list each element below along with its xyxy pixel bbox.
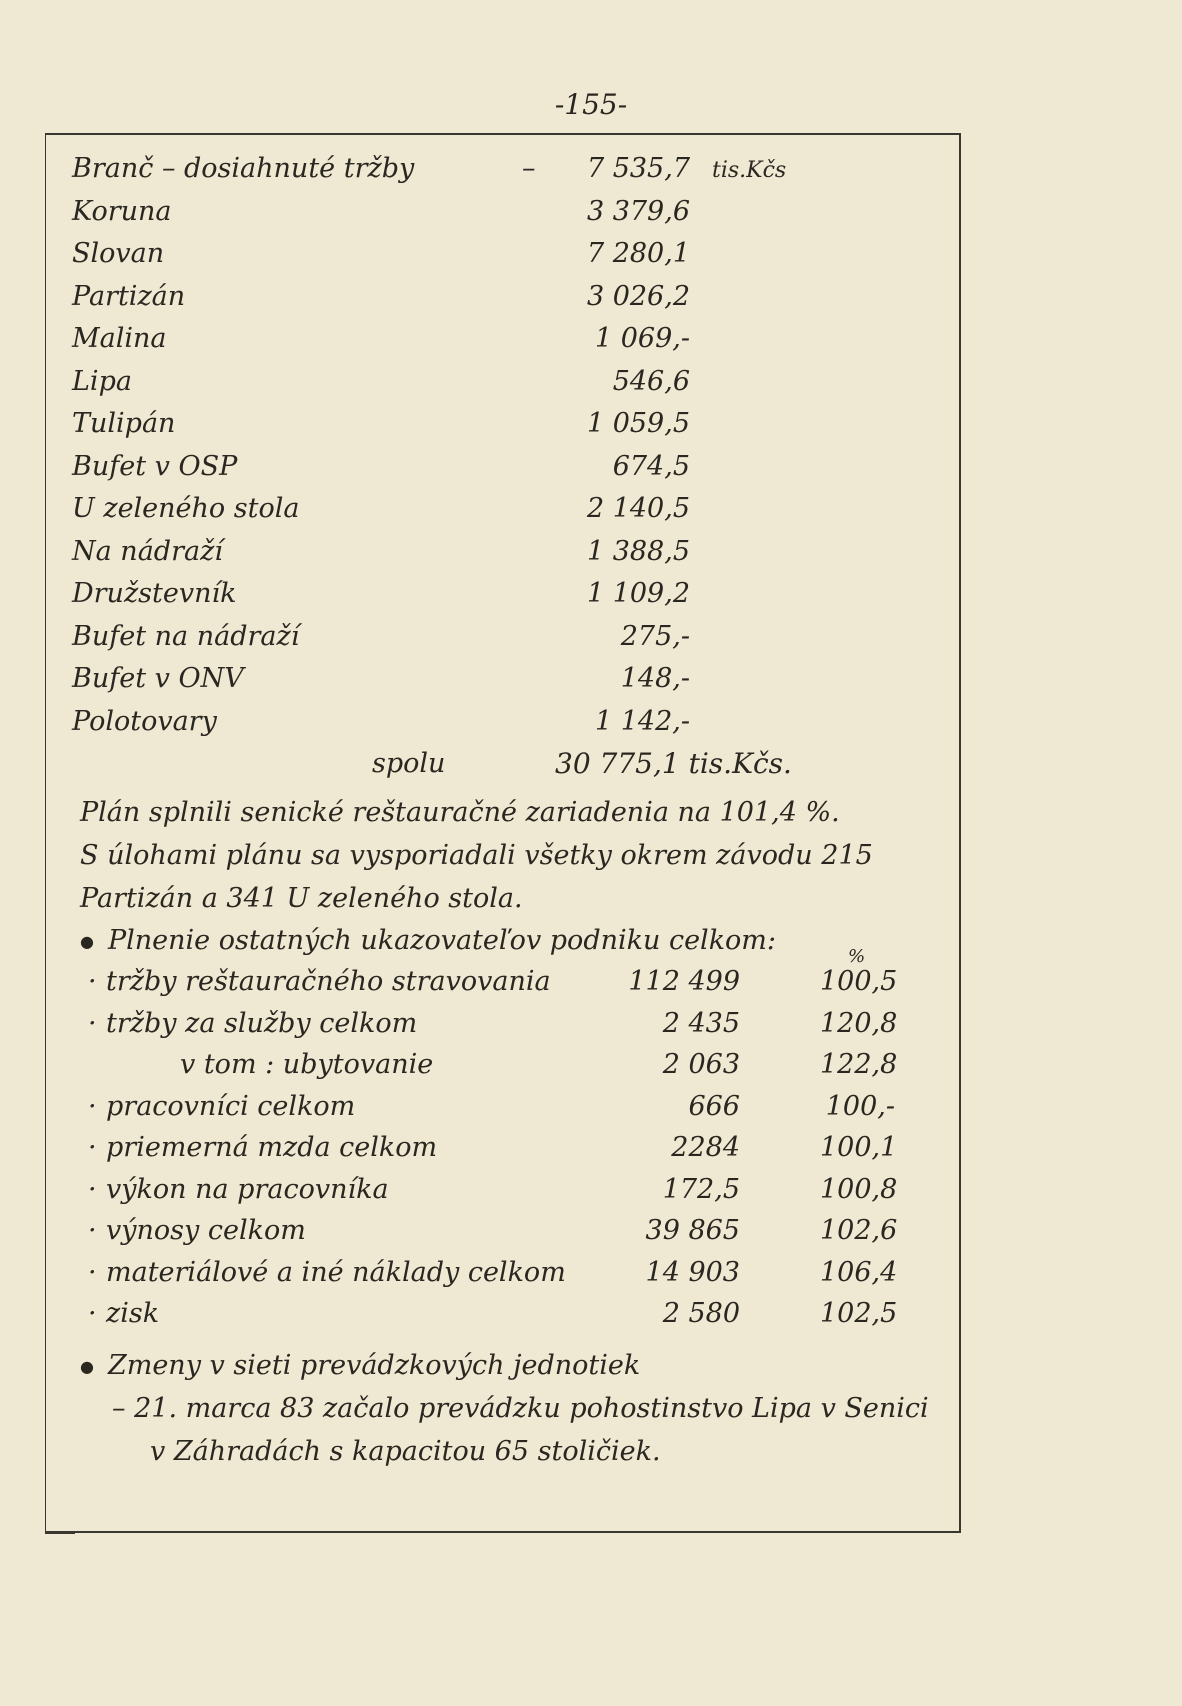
revenue-value: 2 140,5: [586, 493, 690, 524]
revenue-name: Malina: [72, 323, 167, 354]
revenue-name: Partizán: [72, 281, 186, 312]
indicator-label: [88, 1300, 159, 1327]
indicators-heading: [80, 925, 776, 956]
revenue-name: Tulipán: [72, 408, 176, 439]
revenue-value: 148,-: [620, 663, 690, 694]
revenue-name: Na nádraží: [72, 536, 223, 567]
indicator-label: [180, 1051, 433, 1078]
revenue-name: Bufet v OSP: [72, 451, 238, 482]
indicator-pct: 106,4: [820, 1257, 898, 1288]
unit-header: tis.Kčs: [712, 158, 787, 183]
indicator-bullet: ·: [88, 1257, 97, 1288]
frame-tick: [45, 1532, 75, 1534]
revenue-name: Družstevník: [72, 578, 237, 609]
indicator-label-text: v tom : ubytovanie: [180, 1049, 434, 1080]
indicator-bullet: ·: [88, 1132, 97, 1163]
changes-line-1: – 21. marca 83 začalo prevádzku pohostinstvo Lipa v Senici: [112, 1393, 929, 1424]
paragraph-line-3: Partizán a 341 U zeleného stola.: [80, 883, 523, 914]
indicator-value: 2 063: [662, 1049, 740, 1080]
revenue-name: Slovan: [72, 238, 165, 269]
revenue-value: 7 280,1: [586, 238, 690, 269]
indicator-label-text: výkon na pracovníka: [106, 1174, 389, 1205]
indicator-pct: 102,6: [820, 1215, 898, 1246]
revenue-name: Branč – dosiahnuté tržby: [72, 153, 415, 184]
revenue-value: 546,6: [612, 366, 690, 397]
indicator-label: [88, 1093, 355, 1120]
revenue-value: 674,5: [612, 451, 690, 482]
indicator-pct: 100,1: [820, 1132, 898, 1163]
changes-line-2: v Záhradách s kapacitou 65 stoličiek.: [150, 1436, 661, 1467]
revenue-name: Koruna: [72, 196, 172, 227]
paragraph-line-2: S úlohami plánu sa vysporiadali všetky okrem závodu 215: [80, 840, 873, 871]
revenue-name: Lipa: [72, 366, 132, 397]
indicator-value: 2 435: [662, 1008, 740, 1039]
indicator-value: 2 580: [662, 1298, 740, 1329]
revenue-dash: –: [522, 153, 536, 184]
indicator-label: [88, 1259, 566, 1286]
indicator-value: 2284: [671, 1132, 740, 1163]
indicator-label-text: tržby za služby celkom: [106, 1008, 418, 1039]
indicator-pct: 100,8: [820, 1174, 898, 1205]
indicator-label-text: tržby reštauračného stravovania: [106, 966, 551, 997]
indicator-label: [88, 968, 551, 995]
revenue-value: 3 026,2: [586, 281, 690, 312]
indicator-label-text: výnosy celkom: [106, 1215, 306, 1246]
indicator-value: 39 865: [645, 1215, 740, 1246]
indicator-value: 666: [688, 1091, 740, 1122]
revenue-name: Polotovary: [72, 706, 217, 737]
indicator-bullet: ·: [88, 1008, 97, 1039]
revenue-value: 1 069,-: [594, 323, 690, 354]
indicator-label: [88, 1010, 417, 1037]
indicator-pct: 100,5: [820, 966, 898, 997]
revenue-value: 1 059,5: [586, 408, 690, 439]
revenue-value: 7 535,7: [586, 153, 690, 184]
revenue-value: 1 109,2: [586, 578, 690, 609]
revenue-name: U zeleného stola: [72, 493, 300, 524]
indicator-label-text: zisk: [106, 1298, 160, 1329]
indicator-bullet: ·: [88, 1091, 97, 1122]
indicators-heading-text: Plnenie ostatných ukazovateľov podniku celkom:: [107, 925, 777, 956]
changes-heading-text: Zmeny v sieti prevádzkových jednotiek: [107, 1350, 641, 1381]
indicator-label: [88, 1134, 437, 1161]
indicator-pct: 100,-: [825, 1091, 895, 1122]
indicator-label-text: materiálové a iné náklady celkom: [106, 1257, 566, 1288]
revenue-name: Bufet na nádraží: [72, 621, 300, 652]
revenue-value: 275,-: [620, 621, 690, 652]
indicator-bullet: ·: [88, 966, 97, 997]
indicator-bullet: ·: [88, 1298, 97, 1329]
indicator-label-text: priemerná mzda celkom: [106, 1132, 438, 1163]
revenue-value: 1 142,-: [594, 706, 690, 737]
total-value: 30 775,1 tis.Kčs.: [555, 747, 792, 780]
revenue-value: 3 379,6: [586, 196, 690, 227]
revenue-name: Bufet v ONV: [72, 663, 244, 694]
paragraph-line-1: Plán splnili senické reštauračné zariadenia na 101,4 %.: [80, 797, 840, 828]
indicator-pct: 120,8: [820, 1008, 898, 1039]
indicator-value: 14 903: [645, 1257, 740, 1288]
indicator-label-text: pracovníci celkom: [106, 1091, 356, 1122]
indicator-pct: 122,8: [820, 1049, 898, 1080]
indicator-value: 112 499: [628, 966, 740, 997]
indicator-label: [88, 1217, 306, 1244]
changes-heading: [80, 1350, 640, 1381]
indicator-label: [88, 1176, 389, 1203]
indicator-bullet: ·: [88, 1174, 97, 1205]
page-number: -155-: [554, 88, 628, 121]
indicator-pct: 102,5: [820, 1298, 898, 1329]
total-label: spolu: [372, 748, 446, 779]
revenue-value: 1 388,5: [586, 536, 690, 567]
indicator-value: 172,5: [662, 1174, 740, 1205]
indicator-bullet: ·: [88, 1215, 97, 1246]
pct-header: %: [848, 946, 866, 967]
